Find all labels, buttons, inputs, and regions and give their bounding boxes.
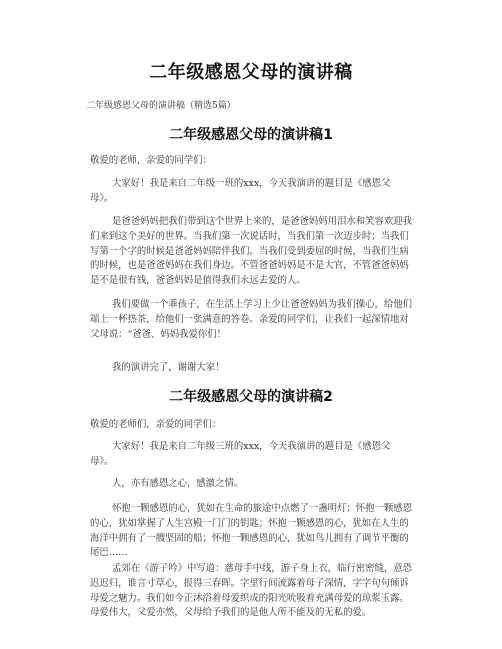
paragraph: 孟郊在《游子吟》中写道：慈母手中线，游子身上衣，临行密密缝，意恐迟迟归，谁言寸草心，报得三春晖。字里行间流露着母子深情，字字句句倾诉母爱之魅力。我们如今正沐浴着母爱织成的阳光吮吸着充满母爱的琼浆玉露。母爱伟大，父爱亦然，父母给予我们的是他人所不能及的无私的爱。 [90,563,413,619]
paragraph: 我的演讲完了，谢谢大家！ [112,362,225,373]
paragraph: 敬爱的老师，亲爱的同学们： [90,155,212,166]
paragraph: 敬爱的老师们，亲爱的同学们： [90,419,222,430]
page-subtitle: 二年级感恩父母的演讲稿（精选5篇） [86,101,236,111]
paragraph: 我们要做一个乖孩子，在生活上学习上少让爸爸妈妈为我们操心，给他们端上一杯热茶，给他们一张满意的答卷。亲爱的同学们，让我们一起深情地对父母说：“爸爸、妈妈我爱你们！ [90,299,413,340]
paragraph: 大家好！我是来自二年级一班的xxx，今天我演讲的题目是《感恩父母》。 [90,178,391,204]
paragraph: 大家好！我是来自二年级三班的xxx，今天我演讲的题目是《感恩父母》。 [90,441,391,467]
page-title: 二年级感恩父母的演讲稿 [149,62,353,83]
section-heading-2: 二年级感恩父母的演讲稿2 [169,389,333,405]
paragraph: 人，亦有感恩之心，感激之情。 [112,478,244,489]
paragraph: 是爸爸妈妈把我们带到这个世界上来的，是爸爸妈妈用泪水和笑容欢迎我们来到这个美好的世界。当我们第一次说话时，当我们第一次迈步时；当我们写第一个字的时候是爸爸妈妈陪伴我们。当我们受到委屈的时候，当我们生病的时候，也是爸爸妈妈在我们身边。不管爸爸妈妈是不是大官，不管爸爸妈妈是不是很有钱，爸爸妈妈是值得我们永远去爱的人。 [90,216,413,287]
paragraph: 怀抱一颗感恩的心，犹如在生命的旅途中点燃了一盏明灯；怀抱一颗感恩的心，犹如掌握了人生宫殿一门门的钥匙；怀抱一颗感恩的心，犹如在人生的海洋中拥有了一艘坚固的船；怀抱一颗感恩的心，犹如鸟儿拥有了调节平衡的尾巴…… [90,503,413,559]
section-heading-1: 二年级感恩父母的演讲稿1 [169,127,333,143]
